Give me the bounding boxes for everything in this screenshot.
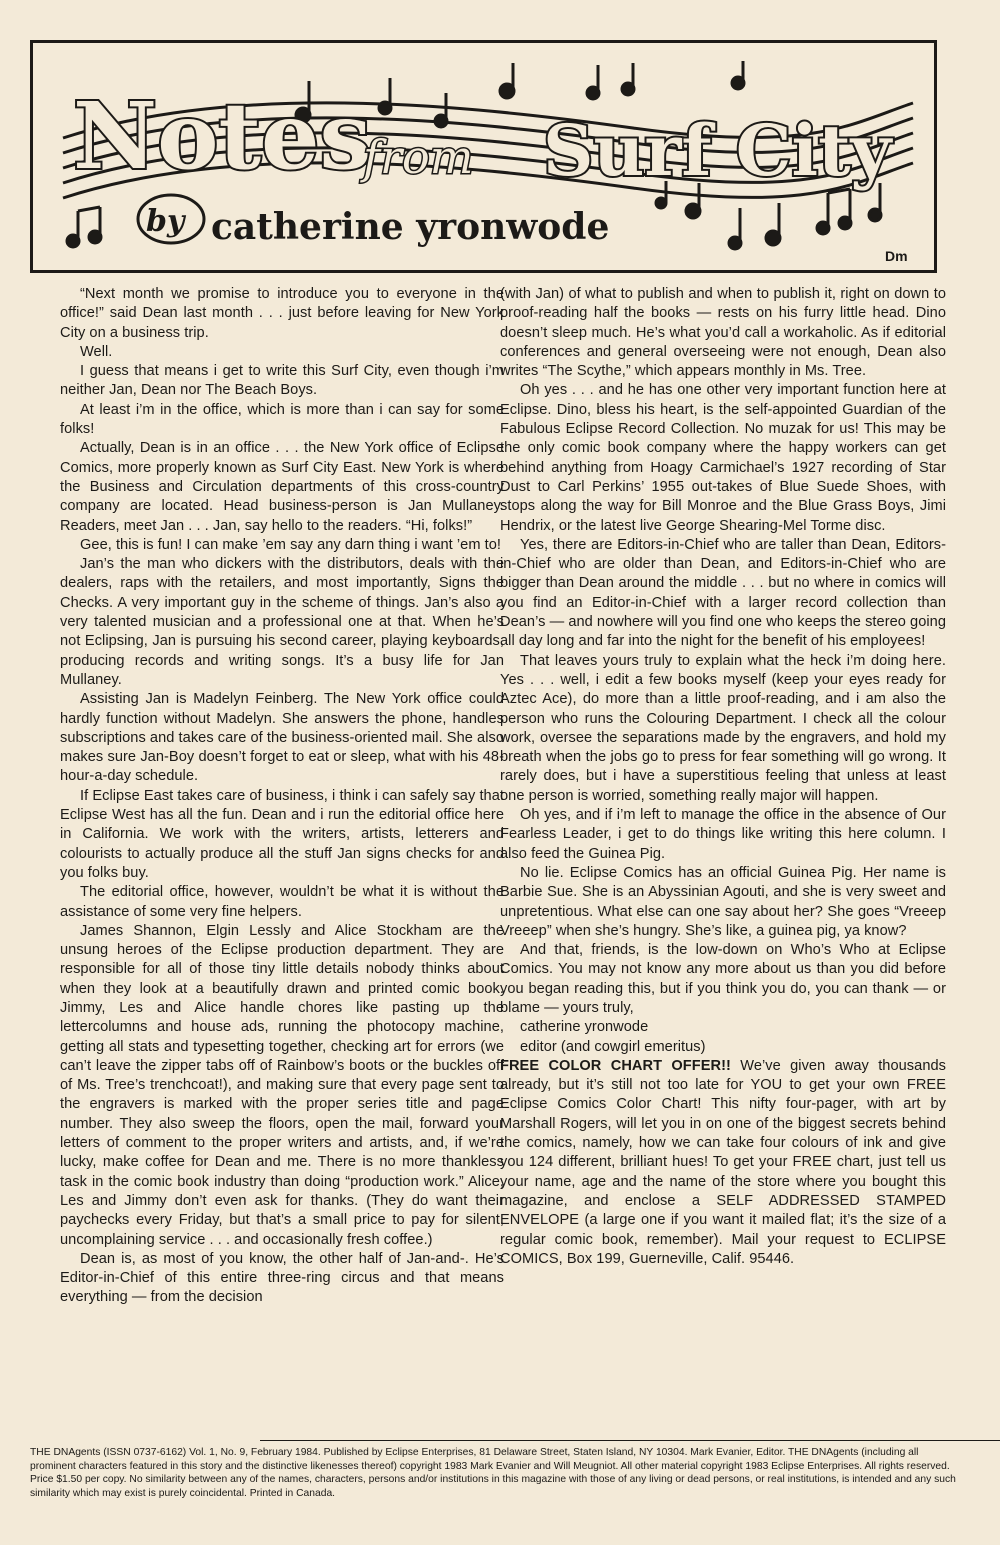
artist-initials: Dm xyxy=(885,248,908,264)
right-paragraph: Oh yes . . . and he has one other very important function here at Eclipse. Dino, bless his heart, is the self-appointed Guardian of the Fabulous Eclipse Record Collection. No muzak for us! This may be the only comic book company where the happy workers can get behind anything from Hoagy Carmichael’s 1927 recording of Star Dust to Carl Perkins’ 1955 out-takes of Blue Suede Shoes, with stops along the way for Bill Monroe and the Blue Grass Boys, Jimi Hendrix, or the latest live George Shearing-Mel Torme disc. xyxy=(500,382,946,534)
offer-body: We’ve given away thousands already, but it’s still not too late for YOU to get your own FREE Eclipse Comics Color Chart! This nifty four-pager, with art by Marshall Rogers, will let you in on one of the biggest secrets behind the comics, namely, how we can take four colours of ink and give you 124 different, brilliant hues! To get your FREE chart, just tell us your name, age and the name of the store where you bought this magazine, and enclose a SELF ADDRESSED STAMPED ENVELOPE (a large one if you want it mailed flat; it’s the size of a regular comic book, remember). Mail your request to ECLIPSE COMICS, Box 199, Guerneville, Calif. 95446. xyxy=(500,1057,946,1267)
title-from: from xyxy=(363,130,474,184)
signature-name: catherine yronwode xyxy=(520,1019,649,1036)
left-paragraph: Gee, this is fun! I can make ’em say any darn thing i want ’em to! xyxy=(80,536,502,553)
right-column xyxy=(500,285,946,1269)
indicia-text: THE DNAgents (ISSN 0737-6162) Vol. 1, No. 9, February 1984. Published by Eclipse Enterprises, 81 Delaware Street, Staten Island, NY 10304. Mark Evanier, Editor. THE DNAgents (including all prominent characters featured in this story and the distinctive likenesses thereof) copyright 1983 Mark Evanier and Will Meugniot. All other material copyright 1983 Eclipse Enterprises. All rights reserved. Price $1.50 per copy. No similarity between any of the names, characters, persons and/or institutions in this magazine with those of any living or dead persons, or real institutions, is intended and any such similarity which may exist is purely coincidental. Printed in Canada. xyxy=(30,1447,956,1499)
left-paragraph: If Eclipse East takes care of business, i think i can safely say that Eclipse West has all the fun. Dean and i run the editorial office here in California. We work with the writers, artists, letterers and colourists to actually produce all the stuff Jan signs checks for and you folks buy. xyxy=(60,787,504,881)
left-paragraph: James Shannon, Elgin Lessly and Alice Stockham are the unsung heroes of the Eclipse production department. They are responsible for all of those tiny little details nobody thinks about when they look at a beautifully drawn and printed comic book. Jimmy, Les and Alice handle chores like pasting up the lettercolumns and house ads, running the photocopy machine, getting all stats and typesetting together, checking art for errors (we can’t leave the zipper tabs off of Rainbow’s boots or the buckles off of Ms. Tree’s trenchcoat!), and making sure that every page sent to the engravers is marked with the proper series title and page number. They also sweep the floors, open the mail, forward your letters of comment to the proper writers and artists, and, if we’re lucky, make coffee for Dean and me. There is no more thankless task in the comic book industry than doing “production work.” Alice, Les and Jimmy don’t even ask for thanks. (They do want their paychecks every Friday, but that’s a small price to pay for silent, uncomplaining service . . . and occasionally fresh coffee.) xyxy=(60,922,504,1248)
left-column xyxy=(60,285,504,1308)
right-paragraph: (with Jan) of what to publish and when to publish it, right on down to proof-reading half the books — rests on his furry little head. Dino doesn’t sleep much. He’s what you’d call a workaholic. As if editorial conferences and general overseeing were not enough, Dean also writes “The Scythe,” which appears monthly in Ms. Tree. xyxy=(500,286,946,380)
byline-by: by xyxy=(146,204,185,239)
left-paragraph: I guess that means i get to write this Surf City, even though i’m neither Jan, Dean nor The Beach Boys. xyxy=(60,363,504,399)
offer-heading: FREE COLOR CHART OFFER!! xyxy=(500,1057,731,1074)
signature-title: editor (and cowgirl emeritus) xyxy=(520,1038,706,1055)
color-chart-offer xyxy=(500,1057,946,1269)
indicia-footer xyxy=(30,1446,960,1500)
left-paragraph: Jan’s the man who dickers with the distributors, deals with the dealers, raps with the retailers, and most importantly, Signs the Checks. A very important guy in the scheme of things. Jan’s also a very talented musician and a professional one at that. When he’s not Eclipsing, Jan is pursuing his second career, playing keyboards, producing records and writing songs. It’s a busy life for Jan Mullaney. xyxy=(60,556,504,688)
header-artwork xyxy=(33,43,937,273)
left-paragraph: Well. xyxy=(80,343,113,360)
right-paragraph: That leaves yours truly to explain what the heck i’m doing here. Yes . . . well, i edit a few books myself (keep your eyes ready for Aztec Ace), do more than a little proof-reading, and i am also the person who runs the Colouring Department. I check all the colour work, oversee the separations made by the engravers, and hold my breath when the jobs go to press for fear something will go wrong. It rarely does, but i have a superstitious feeling that unless at least one person is worried, something really major will happen. xyxy=(500,652,946,804)
title-surf-city: Surf City xyxy=(543,109,892,192)
left-paragraph: “Next month we promise to introduce you to everyone in the office!” said Dean last month . . . just before leaving for New York City on a business trip. xyxy=(60,286,504,341)
left-paragraph: Dean is, as most of you know, the other half of Jan-and-. He’s Editor-in-Chief of this entire three-ring circus and that means everything — from the decision xyxy=(60,1250,504,1306)
title-notes: Notes xyxy=(73,82,372,190)
column-header-logo xyxy=(30,40,937,273)
right-paragraph: Yes, there are Editors-in-Chief who are taller than Dean, Editors-in-Chief who are older than Dean, and Editors-in-Chief who are bigger than Dean around the middle . . . but no where in comics will you find an Editor-in-Chief with a larger record collection than Dean’s — and nowhere will you find one who keeps the stereo going all day long and far into the night for the benefit of his employees! xyxy=(500,536,946,650)
right-paragraph: And that, friends, is the low-down on Who’s Who at Eclipse Comics. You may not know any more about us than you did before you began reading this, but if you think you do, you can thank — or blame — yours truly, xyxy=(500,942,946,1016)
byline-author: catherine yronwode xyxy=(211,206,610,248)
left-paragraph: At least i’m in the office, which is more than i can say for some folks! xyxy=(60,401,504,438)
right-paragraph: Oh yes, and if i’m left to manage the office in the absence of Our Fearless Leader, i get to do things like writing this here column. I also feed the Guinea Pig. xyxy=(500,807,946,862)
left-paragraph: Actually, Dean is in an office . . . the New York office of Eclipse Comics, more properly known as Surf City East. New York is where the Business and Circulation departments of this cross-country company are located. Head business-person is Jan Mullaney. Readers, meet Jan . . . Jan, say hello to the readers. “Hi, folks!” xyxy=(60,440,504,534)
left-paragraph: Assisting Jan is Madelyn Feinberg. The New York office could hardly function without Madelyn. She answers the phone, handles subscriptions and takes care of the business-oriented mail. She also makes sure Jan-Boy doesn’t forget to eat or sleep, what with his 48-hour-a-day schedule. xyxy=(60,691,504,785)
left-paragraph: The editorial office, however, wouldn’t be what it is without the assistance of some very fine helpers. xyxy=(60,884,504,920)
right-paragraph: No lie. Eclipse Comics has an official Guinea Pig. Her name is Barbie Sue. She is an Abyssinian Agouti, and she is very sweet and unpretentious. What else can one say about her? She goes “Vreeep Vreeep” when she’s hungry. She’s like, a guinea pig, ya know? xyxy=(500,864,946,939)
footer-divider xyxy=(260,1440,1000,1441)
